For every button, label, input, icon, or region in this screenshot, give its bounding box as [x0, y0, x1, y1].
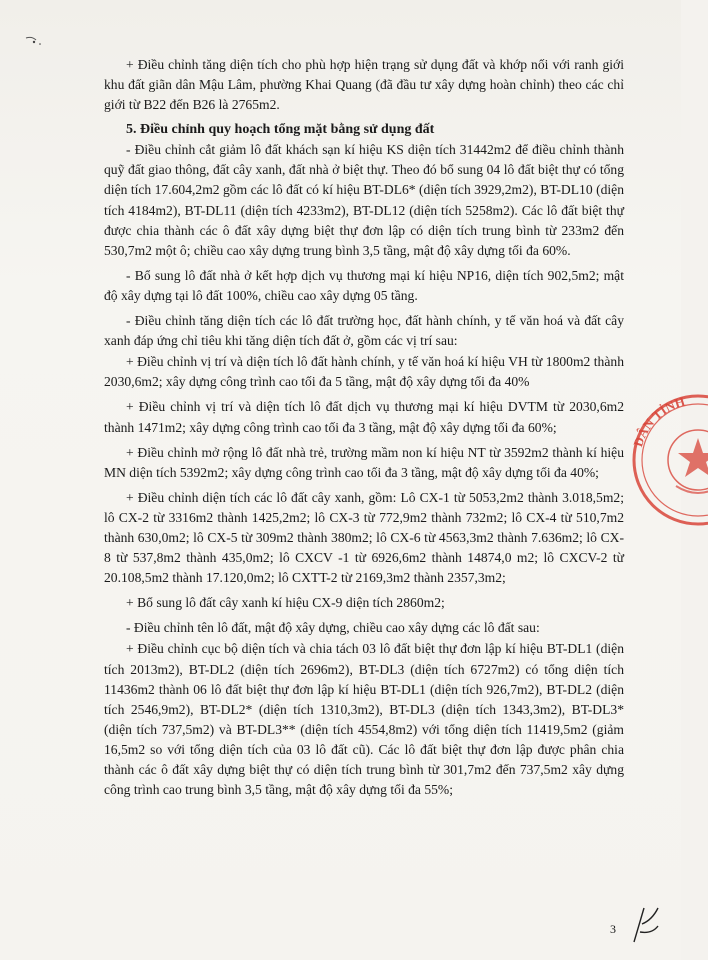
paragraph-cx9: + Bổ sung lô đất cây xanh kí hiệu CX-9 diện tích 2860m2;	[126, 595, 445, 611]
page-number: 3	[610, 922, 616, 936]
scan-marks	[22, 24, 62, 48]
paragraph-boundary-adjustment: + Điều chỉnh tăng diện tích cho phù hợp hiện trạng sử dụng đất và khớp nối với ranh giới khu đất giãn dân Mậu Lâm, phường Khai Quang (đã đầu tư xây dựng hoàn chỉnh) theo các chỉ giới từ B22 đến B26 là 2765m2.	[104, 57, 624, 113]
section-heading-5: 5. Điều chỉnh quy hoạch tổng mặt bằng sử dụng đất	[126, 122, 435, 138]
handwritten-initial	[628, 902, 662, 946]
svg-text:DÂN TỈNH	[630, 394, 687, 449]
paragraph-villa-lots: + Điều chỉnh cục bộ diện tích và chia tách 03 lô đất biệt thự đơn lập kí hiệu BT-DL1 (diện tích 2013m2), BT-DL2 (diện tích 2696m2), BT-DL3 (diện tích 6727m2) có tổng diện tích 11436m2 thành 06 lô đất biệt thự đơn lập kí hiệu BT-DL1 (diện tích 926,7m2), BT-DL2 (diện tích 2546,9m2), BT-DL2* (diện tích 1310,3m2), BT-DL3 (diện tích 1343,3m2), BT-DL3* (diện tích 737,5m2) và BT-DL3** (diện tích 4554,8m2) với tổng diện tích 11419,5m2 (giảm 16,5m2 so với tổng diện tích của 03 lô đất cũ). Các lô đất biệt thự đơn lập được phân chia thành các ô đất xây dựng biệt thự có diện tích trung bình từ 301,7m2 đến 737,5m2 xây dựng công trình cao trung bình 3,5 tầng, mật độ xây dựng tối đa 55%;	[104, 641, 624, 798]
stamp-text: DÂN TỈNH	[630, 393, 687, 449]
paragraph-increase-lots: - Điều chỉnh tăng diện tích các lô đất trường học, đất hành chính, y tế văn hoá và đất cây xanh đáp ứng chỉ tiêu khi tăng diện tích đất ở, gồm các vị trí sau:	[104, 313, 624, 349]
paragraph-np16: - Bổ sung lô đất nhà ở kết hợp dịch vụ thương mại kí hiệu NP16, diện tích 902,5m2; mật độ xây dựng tại lô đất 100%, chiều cao xây dựng 05 tầng.	[104, 267, 624, 303]
paragraph-green-lots: + Điều chỉnh diện tích các lô đất cây xanh, gồm: Lô CX-1 từ 5053,2m2 thành 3.018,5m2; lô CX-2 từ 3316m2 thành 1425,2m2; lô CX-3 từ 772,9m2 thành 732m2; lô CX-4 từ 510,7m2 thành 630,0m2; lô CX-5 từ 309m2 thành 380m2; lô CX-6 từ 4563,3m2 thành 7.636m2; lô CX-8 từ 537,8m2 thành 435,0m2; lô CXCV -1 từ 6926,6m2 thành 14874,0 m2; lô CXCV-2 từ 20.108,5m2 thành 17.120,0m2; lô CXTT-2 từ 2169,3m2 thành 2357,3m2;	[104, 489, 624, 586]
official-stamp	[618, 378, 708, 538]
paragraph-hotel-lot: - Điều chỉnh cắt giảm lô đất khách sạn kí hiệu KS diện tích 31442m2 để điều chỉnh thành quỹ đất giao thông, đất cây xanh, đất nhà ở biệt thự. Theo đó bổ sung 04 lô đất biệt thự có tổng diện tích 17.604,2m2 gồm các lô đất có kí hiệu BT-DL6* (diện tích 3929,2m2), BT-DL10 (diện tích 4184m2), BT-DL11 (diện tích 4233m2), BT-DL12 (diện tích 5258m2). Các lô đất biệt thự được chia thành các ô đất xây dựng biệt thự đơn lập có diện tích trung bình từ 233m2 đến 530,7m2 một ô; chiều cao xây dựng trung bình 3,5 tầng, mật độ xây dựng tối đa 60%.	[104, 142, 624, 258]
paragraph-rename-lots: - Điều chỉnh tên lô đất, mật độ xây dựng, chiều cao xây dựng các lô đất sau:	[126, 620, 540, 636]
paragraph-dvtm: + Điều chỉnh vị trí và diện tích lô đất dịch vụ thương mại kí hiệu DVTM từ 2030,6m2 thành 1471m2; xây dựng công trình cao tối đa 3 tầng, mật độ xây dựng tối đa 60%;	[104, 399, 624, 435]
paragraph-vh: + Điều chỉnh vị trí và diện tích lô đất hành chính, y tế văn hoá kí hiệu VH từ 1800m2 thành 2030,6m2; xây dựng công trình cao tối đa 5 tầng, mật độ xây dựng tối đa 40%	[104, 354, 624, 390]
paragraph-nursery: + Điều chỉnh mở rộng lô đất nhà trẻ, trường mầm non kí hiệu NT từ 3592m2 thành kí hiệu MN diện tích 5392m2; xây dựng công trình cao tối đa 3 tầng, mật độ xây dựng tối đa 40%;	[104, 444, 624, 480]
document-body	[104, 55, 624, 805]
